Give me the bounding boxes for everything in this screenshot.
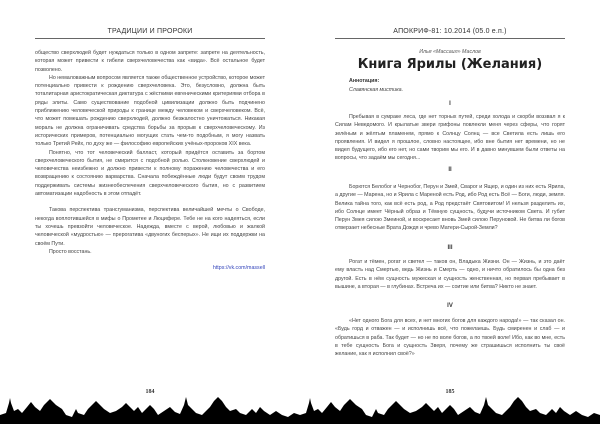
running-head: АПОКРИФ-81: 10.2014 (05.0 е.п.) — [393, 28, 507, 35]
paragraph: общество сверхлюдей будет нуждаться только в одном запрете: запрете на деятельность, которая может привести к гибели сверхчеловечества как «вида». Всё остальное будет позволено. — [35, 50, 265, 73]
city-skyline-illustration — [300, 395, 600, 424]
author-name: Илья «Массаил» Маслов — [419, 49, 481, 55]
body-text — [35, 49, 265, 272]
paragraph: Но немаловажным вопросом является также общественное устройство, которое может потенциально привести к рождению сверхчеловека. Это, безусловно, должна быть тоталитарная аристократическая диктатура с жёсткими евгеническими критериями отбора в ряды элиты. Само существование подобной цивилизации должно быть подчинено приближению человеческой природы к границе между человеком и сверхчеловеком. Всё, что может помешать рождению сверхлюдей, должно безжалостно уничтожаться. Никакая мораль не должна ограничивать средства борьбы за прорыв к сверхчеловеческому. Из исторических примеров, потенциально могущих стать чем-то подобным, я могу назвать только Третий Рейх, по духу же — философию европейских учёных-пророков XIX века. — [35, 74, 265, 148]
paragraph: Понятно, что тот человеческий балласт, который придётся оставить за бортом сверхчеловеческого бытия, не смирится с подобной ролью. Столкновение сверхлюдей и человечества неизбежно и должно привести к полному поражению человечества и его возвращению к состоянию варварства. Сначала побеждённые люди будут своим трудом поддерживать системы жизнеобеспечения сверхчеловеческого бытия, но с развитием автоматизации надобность в этом отпадёт. — [35, 149, 265, 198]
running-head: ТРАДИЦИИ И ПРОРОКИ — [107, 28, 193, 35]
paragraph: «Нет одного Бога для всех, и нет многих богов для каждого народа!» — так сказал он. «Будь горд и отважен — и исполнишь всё, что пожелаешь. Будь смиренен и слаб — и обратишься в раба. Так будет — но не по воле богов, а по твоей воле! Ибо, как во мне, есть в тебе сущность Бога и сущность Зверя, почему же страшишься исполнить ты своё желание, как я исполнил своё?» — [335, 318, 565, 358]
article-title: Книга Ярилы (Желания) — [357, 57, 543, 72]
right-page — [300, 0, 600, 424]
annotation-label: Аннотация: — [349, 78, 380, 84]
section-text — [335, 113, 565, 163]
section-text — [335, 258, 565, 291]
paragraph: Борются Белобог и Чернобог, Перун и Змей, Сварог и Ящер, и один из них есть Ярила, а другие — Марена, но и Ярила с Мареной есть Род, ибо Род есть Всё — Боги, люди, земля. Велика тайна того, как всё есть род, а Род предстаёт Святовитом! И нельзя разделить их, ибо Солнце имеет Чёрный образ и Тёмную сущность, будучи источником Света. И губит Перун Змея силою Змеиной, и воскресает вновь Змей силою Перуновой. Не битва ли богов отверзает небесные Врата Дождя и чрево Матери-Сырой-Земли? — [335, 184, 565, 232]
paragraph: Просто восстань. — [49, 248, 92, 255]
paragraph: Такова перспектива трансгуманизма, перспектива величайшей мечты о Свободе, некогда воплотившейся в мифы о Прометее и Люцифере. Тебе не на кого надеяться, если ты хочешь превзойти человеческое. Надежда, вместе с верой, любовью и жалкой человеческой «мудростью» — прерогатива «двуногих бесперых». Не ищи их поддержки на своём Пути. — [35, 207, 265, 247]
page-number: 185 — [445, 389, 455, 395]
section-numeral: IV — [447, 303, 453, 309]
city-skyline-illustration — [0, 395, 300, 424]
section-text — [335, 317, 565, 358]
section-numeral: I — [449, 101, 451, 107]
section-numeral: II — [448, 167, 452, 173]
annotation-text: Славянская мистика. — [349, 87, 404, 93]
paragraph: Пребывая в сумраке леса, где нет торных путей, среди холода и скорби воззвал я к Силам Неведомого. И крылатые звери грифоны повлекли меня через сферы, что горят зелёным и жёлтым пламенем, прямо к Солнцу Солнц — все Светила есть лишь его проявления. И видел я прошлое, словно настоящее, ибо вне бытия нет времени, но не видел будущего, ибо его нет, но сами творим мы его. И в давно минувшем были ответы на вопросы, что задаём мы сегодня... — [335, 114, 565, 162]
header-rule — [35, 38, 265, 39]
header-rule — [335, 38, 565, 39]
page-number: 184 — [145, 389, 155, 395]
vk-link[interactable]: https://vk.com/massell — [212, 265, 265, 272]
paragraph: Рогат и тёмен, рогат и светел — таков он, Владыка Жизни. Он — Жизнь, и это даёт ему власть над Смертью, ведь Жизнь и Смерть — одно, и ничто обратилось бы одна без другой. Есть в нём сущность мужеская и сущность женственная, но первая пребывает в вышине, а вторая — в глубинах. Встреча их — соитие или битва? Никто не знает. — [335, 259, 565, 290]
section-numeral: III — [447, 245, 453, 251]
section-text — [335, 183, 565, 233]
